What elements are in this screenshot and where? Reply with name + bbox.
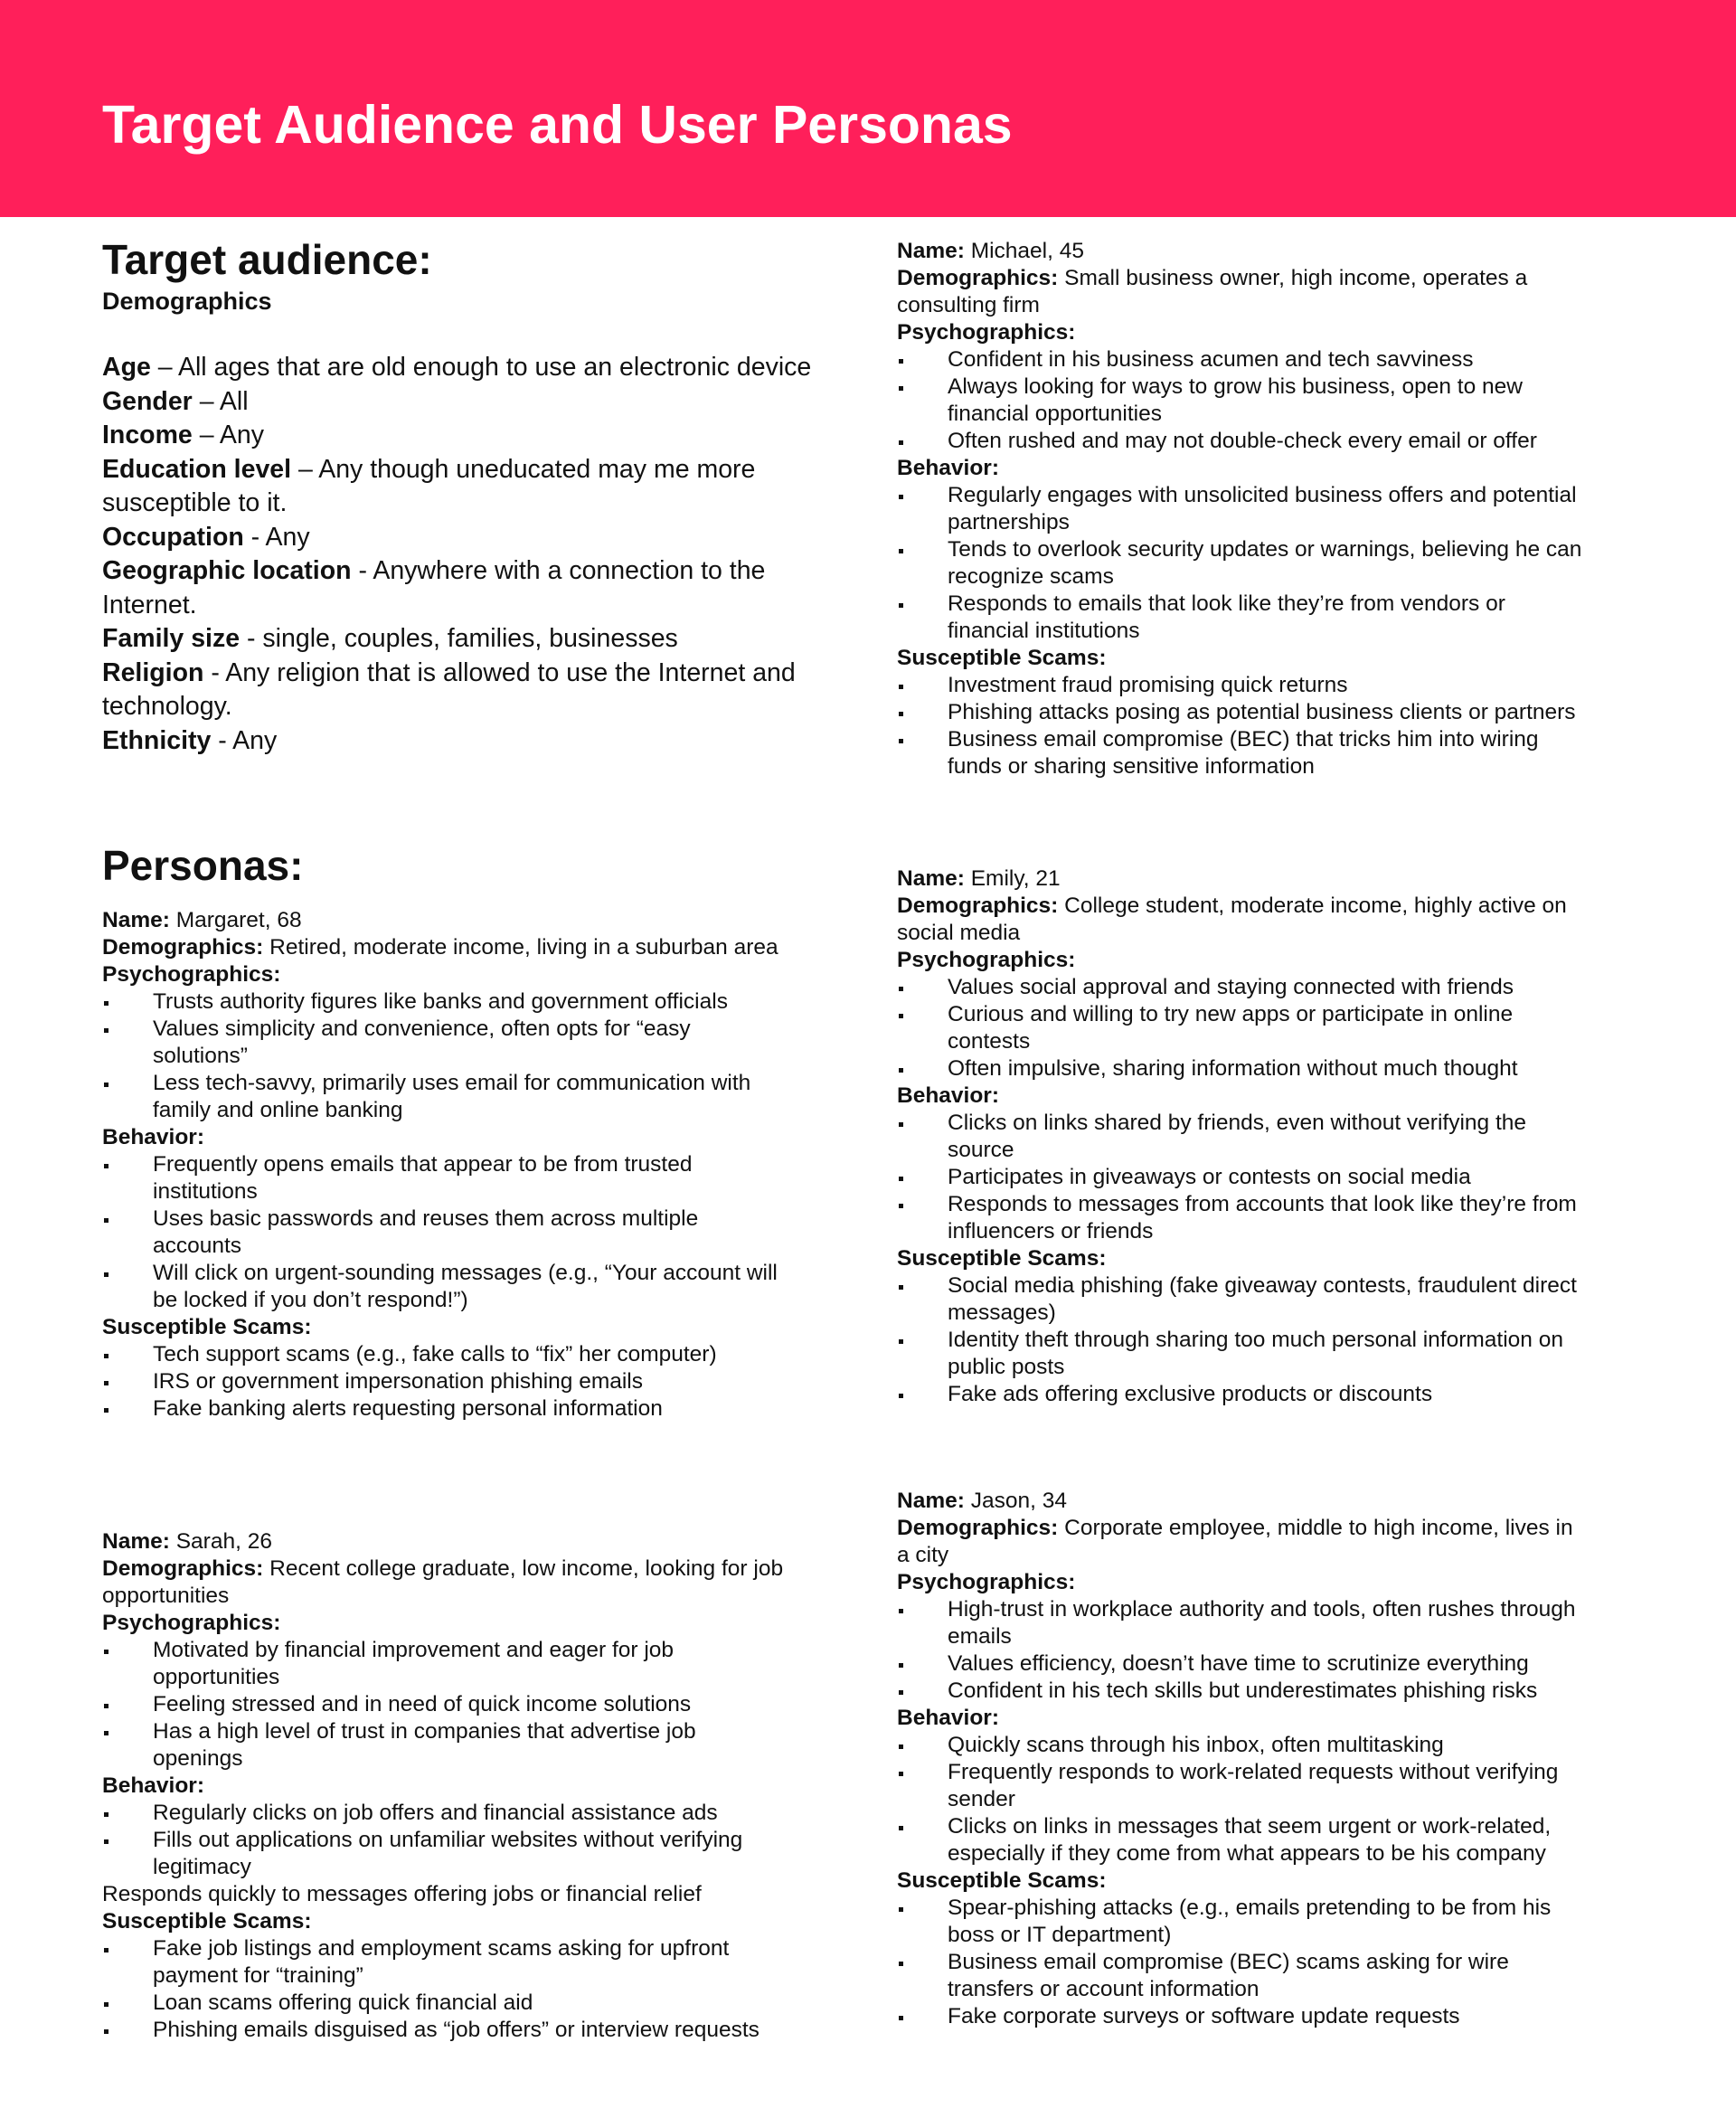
persona-name-line [102,1528,789,1555]
attribute-separator: – [192,421,220,449]
demographic-attribute [102,554,844,622]
psychographics-label-text: Psychographics: [897,320,1076,345]
demographics-label: Demographics: [897,894,1059,918]
demographic-attribute [102,385,844,420]
psychographics-label-text: Psychographics: [897,948,1076,972]
persona-demographics-line [102,934,789,961]
attribute-value: Any [232,725,278,755]
behavior-item: Clicks on links in messages that seem urgent or work-related, especially if they come from what appears to be his company [897,1813,1584,1867]
scam-item: Spear-phishing attacks (e.g., emails pretending to be from his boss or IT department) [897,1895,1584,1949]
behavior-note: Responds quickly to messages offering jobs or financial relief [102,1882,702,1906]
scams-label [102,1908,789,1935]
psychographics-item: Confident in his business acumen and tech savviness [897,346,1584,373]
behavior-item: Frequently responds to work-related requests without verifying sender [897,1759,1584,1813]
psychographics-item: Values simplicity and convenience, often opts for “easy solutions” [102,1016,789,1070]
scam-item: Tech support scams (e.g., fake calls to “fix” her computer) [102,1341,789,1368]
persona-demographics: College student, moderate income, highly active on social media [897,894,1567,945]
persona-demographics: Corporate employee, middle to high income, lives in a city [897,1516,1573,1567]
psychographics-item: Values efficiency, doesn’t have time to scrutinize everything [897,1650,1584,1678]
scam-item-list [897,672,1584,780]
scam-item: Fake job listings and employment scams asking for upfront payment for “training” [102,1935,789,1990]
behavior-item-list [102,1151,789,1314]
persona-card [897,865,1584,1408]
attribute-label: Ethnicity [102,725,212,755]
attribute-label: Religion [102,657,204,687]
attribute-value: Anywhere with a connection to the Internet. [102,556,766,619]
scams-label [102,1314,789,1341]
attribute-value: Any religion that is allowed to use the Internet and technology. [102,657,796,721]
persona-name: Margaret, 68 [175,908,302,932]
attribute-label: Education level [102,454,292,484]
attribute-value: Any though uneducated may me more susceptible to it. [102,454,756,517]
attribute-value: single, couples, families, businesses [262,624,678,653]
persona-name-line [897,238,1584,265]
psychographics-item: Motivated by financial improvement and eager for job opportunities [102,1637,789,1691]
psychographics-item: Less tech-savvy, primarily uses email for communication with family and online banking [102,1070,789,1124]
behavior-item: Uses basic passwords and reuses them across multiple accounts [102,1206,789,1260]
attribute-label: Age [102,353,151,382]
behavior-label [102,1773,789,1800]
persona-name-line [897,1488,1584,1515]
persona-demographics-line [897,265,1584,319]
attribute-separator: – [150,353,178,382]
psychographics-item-list [897,1596,1584,1705]
scams-label-text: Susceptible Scams: [102,1315,312,1339]
persona-name-line [102,907,789,934]
scams-label-text: Susceptible Scams: [897,646,1107,670]
page-title: Target Audience and User Personas [102,95,1013,155]
name-label: Name: [102,908,170,932]
persona-demographics: Retired, moderate income, living in a suburban area [269,935,778,960]
persona-demographics-line [897,1515,1584,1569]
psychographics-label-text: Psychographics: [897,1570,1076,1594]
scam-item: Social media phishing (fake giveaway contests, fraudulent direct messages) [897,1272,1584,1327]
persona-name: Michael, 45 [970,239,1084,263]
scam-item-list [897,1272,1584,1408]
behavior-label [897,1705,1584,1732]
attribute-label: Geographic location [102,556,352,585]
psychographics-item: Curious and willing to try new apps or participate in online contests [897,1001,1584,1055]
target-audience-title: Target audience: [102,236,432,283]
scams-label [897,1867,1584,1895]
psychographics-item: Often impulsive, sharing information without much thought [897,1055,1584,1083]
behavior-item: Fills out applications on unfamiliar websites without verifying legitimacy [102,1827,789,1881]
header-banner [0,0,1736,217]
behavior-label-text: Behavior: [102,1125,205,1149]
psychographics-label [897,947,1584,974]
psychographics-item-list [897,974,1584,1083]
persona-demographics-line [897,893,1584,947]
psychographics-item: Often rushed and may not double-check every email or offer [897,428,1584,455]
persona-demographics-line [102,1555,789,1610]
demographic-attribute [102,724,844,759]
scams-label [897,645,1584,672]
behavior-item: Clicks on links shared by friends, even without verifying the source [897,1110,1584,1164]
demographic-attribute [102,351,844,385]
demographics-subtitle: Demographics [102,288,272,315]
name-label: Name: [897,866,965,891]
scam-item-list [102,1935,789,2044]
behavior-label-text: Behavior: [897,1706,1000,1730]
scam-item: Phishing attacks posing as potential business clients or partners [897,699,1584,726]
scam-item: Business email compromise (BEC) that tricks him into wiring funds or sharing sensitive information [897,726,1584,780]
name-label: Name: [897,1489,965,1513]
psychographics-label [102,961,789,988]
behavior-label [897,1083,1584,1110]
persona-name: Emily, 21 [970,866,1061,891]
behavior-item-list [897,1110,1584,1245]
attribute-value: Any [265,522,310,552]
attribute-label: Family size [102,624,241,653]
scams-label-text: Susceptible Scams: [897,1868,1107,1893]
name-label: Name: [897,239,965,263]
behavior-item: Will click on urgent-sounding messages (e.g., “Your account will be locked if you don’t respond!”) [102,1260,789,1314]
demographic-attribute [102,453,844,521]
behavior-item: Quickly scans through his inbox, often multitasking [897,1732,1584,1759]
scam-item: Fake ads offering exclusive products or discounts [897,1381,1584,1408]
scam-item-list [897,1895,1584,2030]
attribute-value: Any [219,421,265,449]
attribute-label: Occupation [102,522,244,552]
behavior-label-text: Behavior: [897,1083,1000,1108]
scams-label-text: Susceptible Scams: [897,1246,1107,1271]
scam-item: Phishing emails disguised as “job offers” or interview requests [102,2017,789,2044]
scams-label [897,1245,1584,1272]
target-audience-section [102,233,844,758]
scam-item: Investment fraud promising quick returns [897,672,1584,699]
psychographics-item: Always looking for ways to grow his business, open to new financial opportunities [897,373,1584,428]
personas-section-heading [102,839,303,892]
attribute-separator: - [211,725,233,755]
persona-name: Jason, 34 [970,1489,1067,1513]
attribute-separator: - [351,556,373,585]
scam-item-list [102,1341,789,1423]
attribute-separator: - [243,522,266,552]
demographic-attributes [102,351,844,758]
personas-title: Personas: [102,842,304,889]
scam-item: Business email compromise (BEC) scams asking for wire transfers or account information [897,1949,1584,2003]
persona-card [897,1488,1584,2030]
behavior-item-list [102,1800,789,1881]
psychographics-item-list [102,988,789,1124]
psychographics-label [897,319,1584,346]
behavior-item: Participates in giveaways or contests on social media [897,1164,1584,1191]
psychographics-item: Has a high level of trust in companies that advertise job openings [102,1718,789,1773]
behavior-label [897,455,1584,482]
psychographics-label-text: Psychographics: [102,962,281,987]
scam-item: Loan scams offering quick financial aid [102,1990,789,2017]
demographic-attribute [102,622,844,657]
behavior-item: Responds to emails that look like they’re from vendors or financial institutions [897,591,1584,645]
attribute-separator: - [240,624,263,653]
psychographics-item-list [897,346,1584,455]
name-label: Name: [102,1529,170,1554]
demographic-attribute [102,657,844,724]
persona-card [897,238,1584,780]
attribute-label: Gender [102,386,193,416]
behavior-label [102,1124,789,1151]
attribute-label: Income [102,421,193,449]
persona-name: Sarah, 26 [175,1529,272,1554]
persona-demographics: Small business owner, high income, operates a consulting firm [897,266,1528,317]
behavior-label-text: Behavior: [897,456,1000,480]
behavior-item-list [897,482,1584,645]
attribute-separator: – [291,454,319,484]
psychographics-label [897,1569,1584,1596]
demographic-attribute [102,419,844,453]
persona-card [102,1528,789,2044]
attribute-separator: – [192,386,220,416]
demographics-label: Demographics: [102,1556,264,1581]
persona-name-line [897,865,1584,893]
persona-card [102,907,789,1423]
behavior-item: Regularly clicks on job offers and financial assistance ads [102,1800,789,1827]
behavior-item-list [897,1732,1584,1867]
behavior-item: Regularly engages with unsolicited business offers and potential partnerships [897,482,1584,536]
persona-demographics: Recent college graduate, low income, looking for job opportunities [102,1556,784,1608]
scam-item: Fake corporate surveys or software update requests [897,2003,1584,2030]
behavior-item: Tends to overlook security updates or warnings, believing he can recognize scams [897,536,1584,591]
psychographics-item: Values social approval and staying connected with friends [897,974,1584,1001]
attribute-separator: - [203,657,226,687]
demographics-label: Demographics: [102,935,264,960]
psychographics-label-text: Psychographics: [102,1611,281,1635]
demographic-attribute [102,521,844,555]
psychographics-item: Feeling stressed and in need of quick income solutions [102,1691,789,1718]
scam-item: IRS or government impersonation phishing emails [102,1368,789,1395]
psychographics-label [102,1610,789,1637]
scam-item: Fake banking alerts requesting personal information [102,1395,789,1423]
psychographics-item: Confident in his tech skills but underestimates phishing risks [897,1678,1584,1705]
psychographics-item: High-trust in workplace authority and tools, often rushes through emails [897,1596,1584,1650]
behavior-item: Frequently opens emails that appear to be from trusted institutions [102,1151,789,1206]
psychographics-item-list [102,1637,789,1773]
behavior-item: Responds to messages from accounts that look like they’re from influencers or friends [897,1191,1584,1245]
attribute-value: All ages that are old enough to use an electronic device [177,353,812,382]
scam-item: Identity theft through sharing too much personal information on public posts [897,1327,1584,1381]
attribute-value: All [219,386,249,416]
scams-label-text: Susceptible Scams: [102,1909,312,1934]
demographics-label: Demographics: [897,266,1059,290]
behavior-label-text: Behavior: [102,1773,205,1798]
psychographics-item: Trusts authority figures like banks and government officials [102,988,789,1016]
demographics-label: Demographics: [897,1516,1059,1540]
